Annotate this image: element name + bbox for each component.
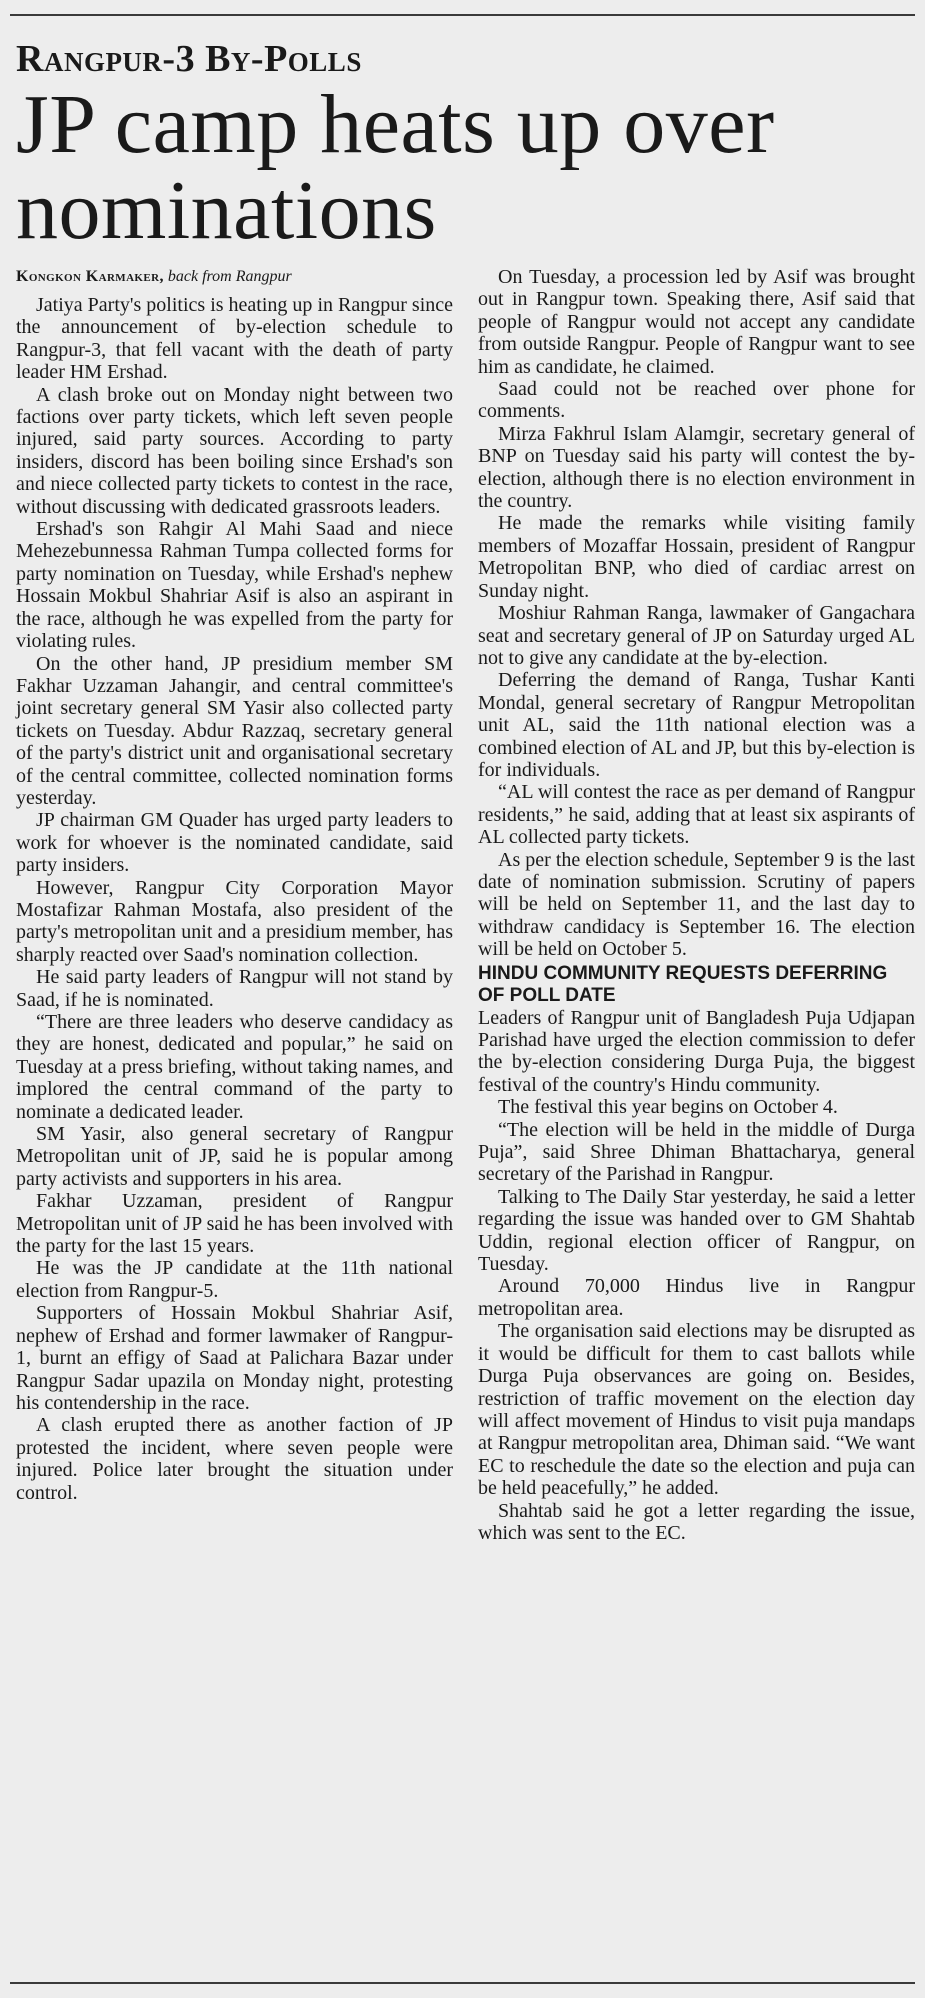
paragraph: Talking to The Daily Star yesterday, he said a letter regarding the issue was handed over to GM Shahtab Uddin, regional election officer of Rangpur, on Tuesday. — [478, 1185, 915, 1276]
paragraph: Jatiya Party's politics is heating up in Rangpur since the announcement of by-election schedule to Rangpur-3, that fell vacant with the death of party leader HM Ershad. — [16, 294, 453, 384]
paragraph: On the other hand, JP presidium member SM Fakhar Uzzaman Jahangir, and central committee's joint secretary general SM Yasir also collected party tickets on Tuesday. Abdur Razzaq, secretary general of the party's district unit and organisational secretary of the central committee, collected nomination forms yesterday. — [16, 652, 453, 809]
paragraph: However, Rangpur City Corporation Mayor Mostafizar Rahman Mostafa, also president of the party's metropolitan unit and a presidium member, has sharply reacted over Saad's nomination collection. — [16, 876, 453, 966]
paragraph: SM Yasir, also general secretary of Rangpur Metropolitan unit of JP, said he is popular among party activists and supporters in his area. — [16, 1123, 453, 1190]
paragraph: He made the remarks while visiting family members of Mozaffar Hossain, president of Rangpur Metropolitan BNP, who died of cardiac arrest on Sunday night. — [478, 512, 915, 602]
article-body — [16, 266, 915, 1544]
paragraph: A clash broke out on Monday night between two factions over party tickets, which left seven people injured, said party sources. According to party insiders, discord has been boiling since Ershad's son and niece collected party tickets to contest in the race, without discussing with dedicated grassroots leaders. — [16, 383, 453, 518]
bottom-divider — [10, 1982, 915, 1984]
paragraph: Around 70,000 Hindus live in Rangpur metropolitan area. — [478, 1275, 915, 1320]
paragraph: “AL will contest the race as per demand of Rangpur residents,” he said, adding that at least six aspirants of AL collected party tickets. — [478, 781, 915, 849]
byline-author: Kongkon Karmaker, — [16, 268, 164, 285]
paragraph: Supporters of Hossain Mokbul Shahriar Asif, nephew of Ershad and former lawmaker of Rangpur-1, burnt an effigy of Saad at Palichara Bazar under Rangpur Sadar upazila on Monday night, protesting his contendership in the race. — [16, 1302, 453, 1414]
article-headline: JP camp heats up over nominations — [16, 78, 775, 257]
paragraph: A clash erupted there as another faction of JP protested the incident, where seven people were injured. Police later brought the situation under control. — [16, 1414, 453, 1504]
paragraph: Leaders of Rangpur unit of Bangladesh Puja Udjapan Parishad have urged the election commission to defer the by-election considering Durga Puja, the biggest festival of the country's Hindu community. — [478, 1006, 915, 1096]
paragraph: Shahtab said he got a letter regarding the issue, which was sent to the EC. — [478, 1499, 915, 1544]
paragraph: Deferring the demand of Ranga, Tushar Kanti Mondal, general secretary of Rangpur Metropolitan unit AL, said the 11th national election was a combined election of AL and JP, but this by-election is for individuals. — [478, 669, 915, 781]
paragraph: “The election will be held in the middle of Durga Puja”, said Shree Dhiman Bhattacharya, general secretary of the Parishad in Rangpur. — [478, 1118, 915, 1186]
paragraph: As per the election schedule, September 9 is the last date of nomination submission. Scrutiny of papers will be held on September 11, and the last day to withdraw candidacy is September 16. The election will be held on October 5. — [478, 848, 915, 961]
paragraph: Ershad's son Rahgir Al Mahi Saad and niece Mehezebunnessa Rahman Tumpa collected forms for party nomination on Tuesday, while Ershad's nephew Hossain Mokbul Shahriar Asif is also an aspirant in the race, although he was expelled from the party for violating rules. — [16, 518, 453, 653]
top-divider — [10, 14, 915, 16]
section-subhead: HINDU COMMUNITY REQUESTS DEFERRING OF POLL DATE — [478, 962, 888, 1006]
article-kicker: Rangpur-3 By-Polls — [16, 38, 362, 80]
paragraph: Saad could not be reached over phone for comments. — [478, 378, 915, 423]
paragraph: On Tuesday, a procession led by Asif was brought out in Rangpur town. Speaking there, Asif said that people of Rangpur would not accept any candidate from outside Rangpur. People of Rangpur want to see him as candidate, he claimed. — [478, 266, 915, 378]
paragraph: The organisation said elections may be disrupted as it would be difficult for them to cast ballots while Durga Puja observances are going on. Besides, restriction of traffic movement on the election day will affect movement of Hindus to visit puja mandaps at Rangpur metropolitan area, Dhiman said. “We want EC to reschedule the date so the election and puja can be held peacefully,” he added. — [478, 1320, 915, 1500]
paragraph: Moshiur Rahman Ranga, lawmaker of Gangachara seat and secretary general of JP on Saturday urged AL not to give any candidate at the by-election. — [478, 602, 915, 669]
paragraph: He said party leaders of Rangpur will not stand by Saad, if he is nominated. — [16, 966, 453, 1011]
left-column — [16, 266, 453, 1544]
paragraph: “There are three leaders who deserve candidacy as they are honest, dedicated and popular,” he said on Tuesday at a press briefing, without taking names, and implored the central command of the party to nominate a dedicated leader. — [16, 1011, 453, 1123]
byline — [16, 266, 453, 288]
paragraph: JP chairman GM Quader has urged party leaders to work for whoever is the nominated candidate, said party insiders. — [16, 809, 453, 877]
paragraph: The festival this year begins on October 4. — [498, 1096, 838, 1119]
right-column — [478, 266, 915, 1544]
paragraph: He was the JP candidate at the 11th national election from Rangpur-5. — [16, 1257, 453, 1302]
paragraph: Mirza Fakhrul Islam Alamgir, secretary general of BNP on Tuesday said his party will contest the by-election, although there is no election environment in the country. — [478, 422, 915, 513]
byline-location: back from Rangpur — [163, 268, 292, 285]
paragraph: Fakhar Uzzaman, president of Rangpur Metropolitan unit of JP said he has been involved with the party for the last 15 years. — [16, 1190, 453, 1258]
